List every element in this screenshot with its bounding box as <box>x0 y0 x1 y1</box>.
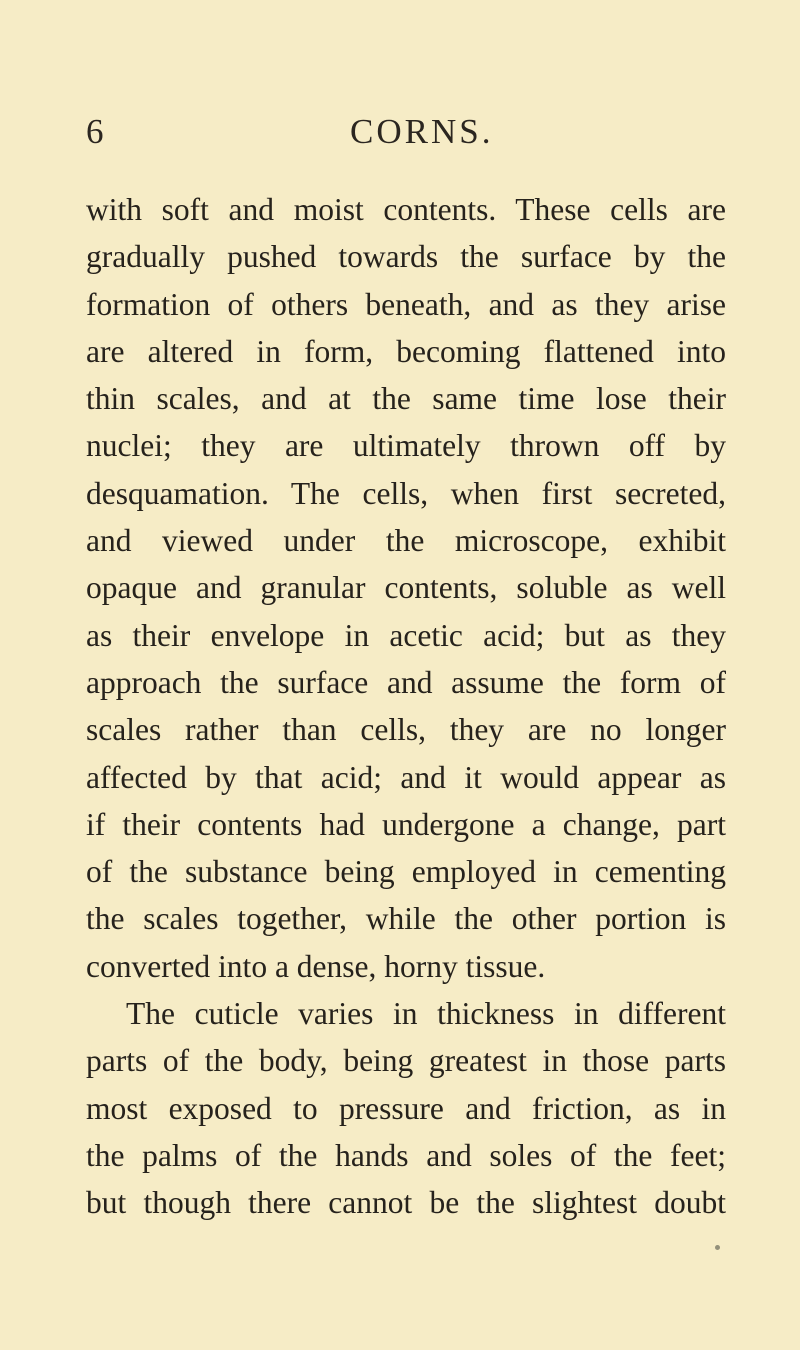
text-line: if their contents had undergone a change, part <box>86 806 726 842</box>
text-line: with soft and moist contents. These cells are <box>86 192 726 227</box>
text-line: the palms of the hands and soles of the feet; <box>86 1137 726 1173</box>
text-line: approach the surface and assume the form of <box>86 664 726 700</box>
text-line: affected by that acid; and it would appear as <box>86 759 726 795</box>
text-line: as their envelope in acetic acid; but as they <box>86 617 726 653</box>
text-line: most exposed to pressure and friction, as in <box>86 1090 726 1126</box>
text-line: gradually pushed towards the surface by the <box>86 239 726 275</box>
paragraph-2 <box>86 990 726 1226</box>
text-line: The cuticle varies in thickness in different <box>126 996 726 1032</box>
text-line: but though there cannot be the slightest doubt <box>86 1185 726 1221</box>
text-line: of the substance being employed in cementing <box>86 854 726 890</box>
running-title: CORNS. <box>350 112 494 151</box>
text-line: opaque and granular contents, soluble as well <box>86 570 726 606</box>
text-line: desquamation. The cells, when first secreted, <box>86 475 726 511</box>
text-line: and viewed under the microscope, exhibit <box>86 523 726 559</box>
running-head <box>0 112 800 156</box>
text-line: scales rather than cells, they are no longer <box>86 712 726 748</box>
text-line: formation of others beneath, and as they arise <box>86 286 726 322</box>
page-number: 6 <box>86 112 105 151</box>
paragraph-1 <box>86 186 726 990</box>
text-line: are altered in form, becoming flattened into <box>86 333 726 369</box>
text-line: converted into a dense, horny tissue. <box>86 948 546 984</box>
text-line: the scales together, while the other portion is <box>86 901 726 937</box>
paper-speck <box>715 1245 720 1250</box>
text-line: thin scales, and at the same time lose their <box>86 381 726 417</box>
body-text <box>86 186 726 1227</box>
text-line: nuclei; they are ultimately thrown off by <box>86 428 726 464</box>
text-line: parts of the body, being greatest in those parts <box>86 1043 726 1079</box>
